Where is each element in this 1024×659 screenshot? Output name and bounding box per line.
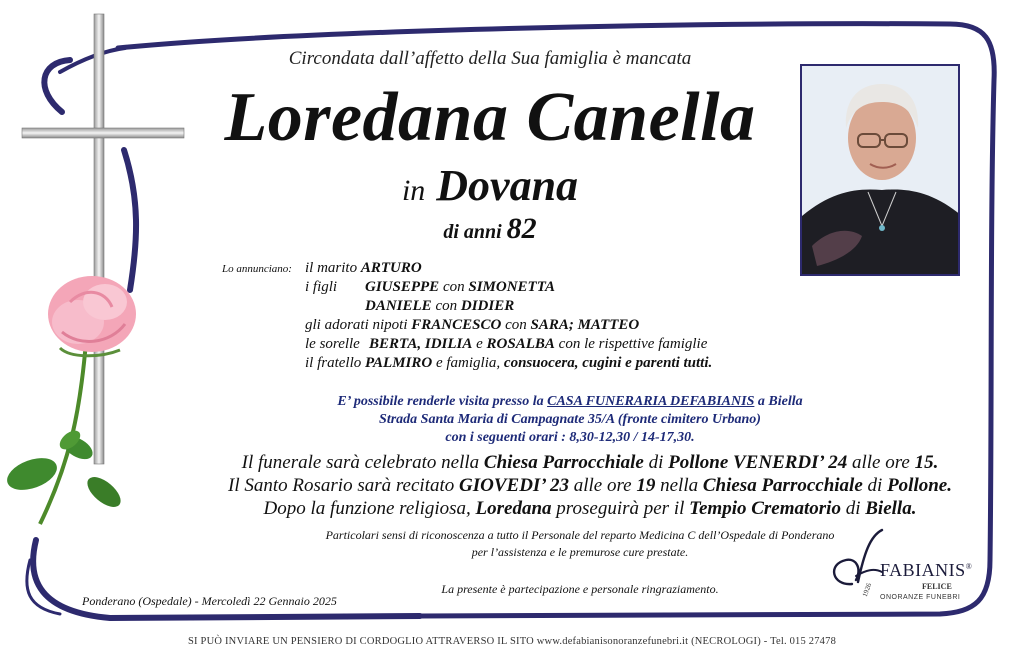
relative-line bbox=[305, 259, 825, 278]
relative-text: le sorelle bbox=[305, 336, 360, 352]
visit-text: E’ possibile renderle visita presso la bbox=[337, 394, 548, 409]
relative-name: consuocera, cugini e parenti tutti. bbox=[503, 355, 713, 371]
funeral-line-2 bbox=[180, 474, 1000, 497]
relative-name: BERTA, IDILIA bbox=[369, 336, 473, 352]
presente-text: La presente è partecipazione e personale ringraziamento. bbox=[441, 582, 719, 596]
logo-name: FABIANIS bbox=[880, 560, 966, 580]
funeral-text: Il Santo Rosario sarà recitato bbox=[228, 475, 460, 496]
logo-year: 1926 bbox=[860, 582, 874, 598]
funeral-bold: Pollone VENERDI’ 24 bbox=[668, 452, 848, 473]
relative-text: gli adorati nipoti bbox=[305, 317, 412, 333]
relative-line bbox=[305, 297, 825, 316]
funeral-text: di bbox=[840, 498, 866, 519]
funeral-bold: Loredana bbox=[475, 498, 552, 519]
married-surname: Dovana bbox=[436, 161, 579, 210]
visit-line-3: con i seguenti orari : 8,30-12,30 / 14-17,30. bbox=[445, 430, 695, 445]
relative-line bbox=[305, 335, 825, 354]
funeral-text: alle ore bbox=[568, 475, 637, 496]
relative-name: DIDIER bbox=[460, 298, 515, 314]
funeral-bold: Tempio Crematorio bbox=[689, 498, 841, 519]
intro-text: Circondata dall’affetto della Sua famiglia è mancata bbox=[288, 48, 692, 69]
funeral-text: Dopo la funzione religiosa, bbox=[263, 498, 476, 519]
relative-text: con bbox=[501, 317, 531, 333]
age-line bbox=[380, 212, 600, 246]
thanks-text bbox=[300, 527, 860, 561]
rose-icon bbox=[0, 262, 160, 532]
relative-text: il fratello bbox=[305, 355, 365, 371]
funeral-text: alle ore bbox=[847, 452, 915, 473]
deceased-photo bbox=[800, 64, 960, 276]
age-value: 82 bbox=[506, 212, 537, 245]
relative-text: con le rispettive famiglie bbox=[554, 336, 708, 352]
deceased-name: Loredana Canella bbox=[224, 79, 756, 156]
funeral-bold: 19 bbox=[636, 475, 656, 496]
age-prefix: di anni bbox=[443, 221, 502, 243]
funeral-text: di bbox=[862, 475, 888, 496]
relative-line bbox=[305, 354, 825, 373]
funeral-line-3 bbox=[180, 497, 1000, 520]
relative-text: con bbox=[439, 279, 469, 295]
relative-name: SARA; MATTEO bbox=[530, 317, 640, 333]
funeral-bold: Pollone. bbox=[887, 475, 952, 496]
visit-line-1 bbox=[230, 393, 910, 411]
announcers-label: Lo annunciano: bbox=[222, 263, 292, 275]
thanks-line-2: per l’assistenza e le premurose cure prestate. bbox=[471, 545, 689, 559]
relative-text: e famiglia, bbox=[432, 355, 504, 371]
thanks-line-1: Particolari sensi di riconoscenza a tutto il Personale del reparto Medicina C dell’Ospedale di Ponderano bbox=[325, 528, 835, 542]
funeral-bold: Chiesa Parrocchiale bbox=[702, 475, 863, 496]
footer-text: SI PUÒ INVIARE UN PENSIERO DI CORDOGLIO ATTRAVERSO IL SITO www.defabianisonoranzefunebri.it (NECROLOGI) - Tel. 015 27478 bbox=[187, 636, 837, 647]
funeral-bold: Chiesa Parrocchiale bbox=[483, 452, 644, 473]
logo-felice: FELICE bbox=[922, 582, 952, 591]
place-date: Ponderano (Ospedale) - Mercoledì 22 Gennaio 2025 bbox=[82, 594, 337, 608]
relative-name: FRANCESCO bbox=[411, 317, 502, 333]
funeral-text: proseguirà per il bbox=[551, 498, 690, 519]
relative-text: il marito bbox=[305, 260, 361, 276]
relative-text: i figli bbox=[305, 279, 338, 295]
logo-subtitle: ONORANZE FUNEBRI bbox=[880, 594, 961, 601]
funeral-text: Il funerale sarà celebrato nella bbox=[241, 452, 484, 473]
relative-text: e bbox=[472, 336, 487, 352]
funeral-bold: Biella. bbox=[865, 498, 917, 519]
relative-line bbox=[305, 316, 825, 335]
visit-info bbox=[230, 393, 910, 447]
logo-wordmark bbox=[880, 560, 972, 581]
relative-name: GIUSEPPE bbox=[365, 279, 440, 295]
visit-line-2: Strada Santa Maria di Campagnate 35/A (fronte cimitero Urbano) bbox=[379, 412, 761, 427]
funeral-home-link: CASA FUNERARIA DEFABIANIS bbox=[547, 394, 755, 409]
relative-name: ROSALBA bbox=[486, 336, 555, 352]
relative-line bbox=[305, 278, 825, 297]
married-name bbox=[300, 160, 680, 211]
funeral-info bbox=[180, 451, 1000, 520]
relatives-list bbox=[305, 259, 825, 373]
relative-name: DANIELE bbox=[365, 298, 432, 314]
married-prefix: in bbox=[401, 174, 426, 207]
funeral-bold: GIOVEDI’ 23 bbox=[459, 475, 569, 496]
funeral-bold: 15. bbox=[914, 452, 939, 473]
logo-registered: ® bbox=[965, 562, 973, 571]
relative-name: SIMONETTA bbox=[468, 279, 556, 295]
funeral-text: nella bbox=[655, 475, 703, 496]
visit-text: a Biella bbox=[754, 394, 803, 409]
funeral-line-1 bbox=[180, 451, 1000, 474]
funeral-text: di bbox=[643, 452, 669, 473]
relative-name: PALMIRO bbox=[365, 355, 433, 371]
relative-name: ARTURO bbox=[360, 260, 422, 276]
relative-text: con bbox=[431, 298, 461, 314]
